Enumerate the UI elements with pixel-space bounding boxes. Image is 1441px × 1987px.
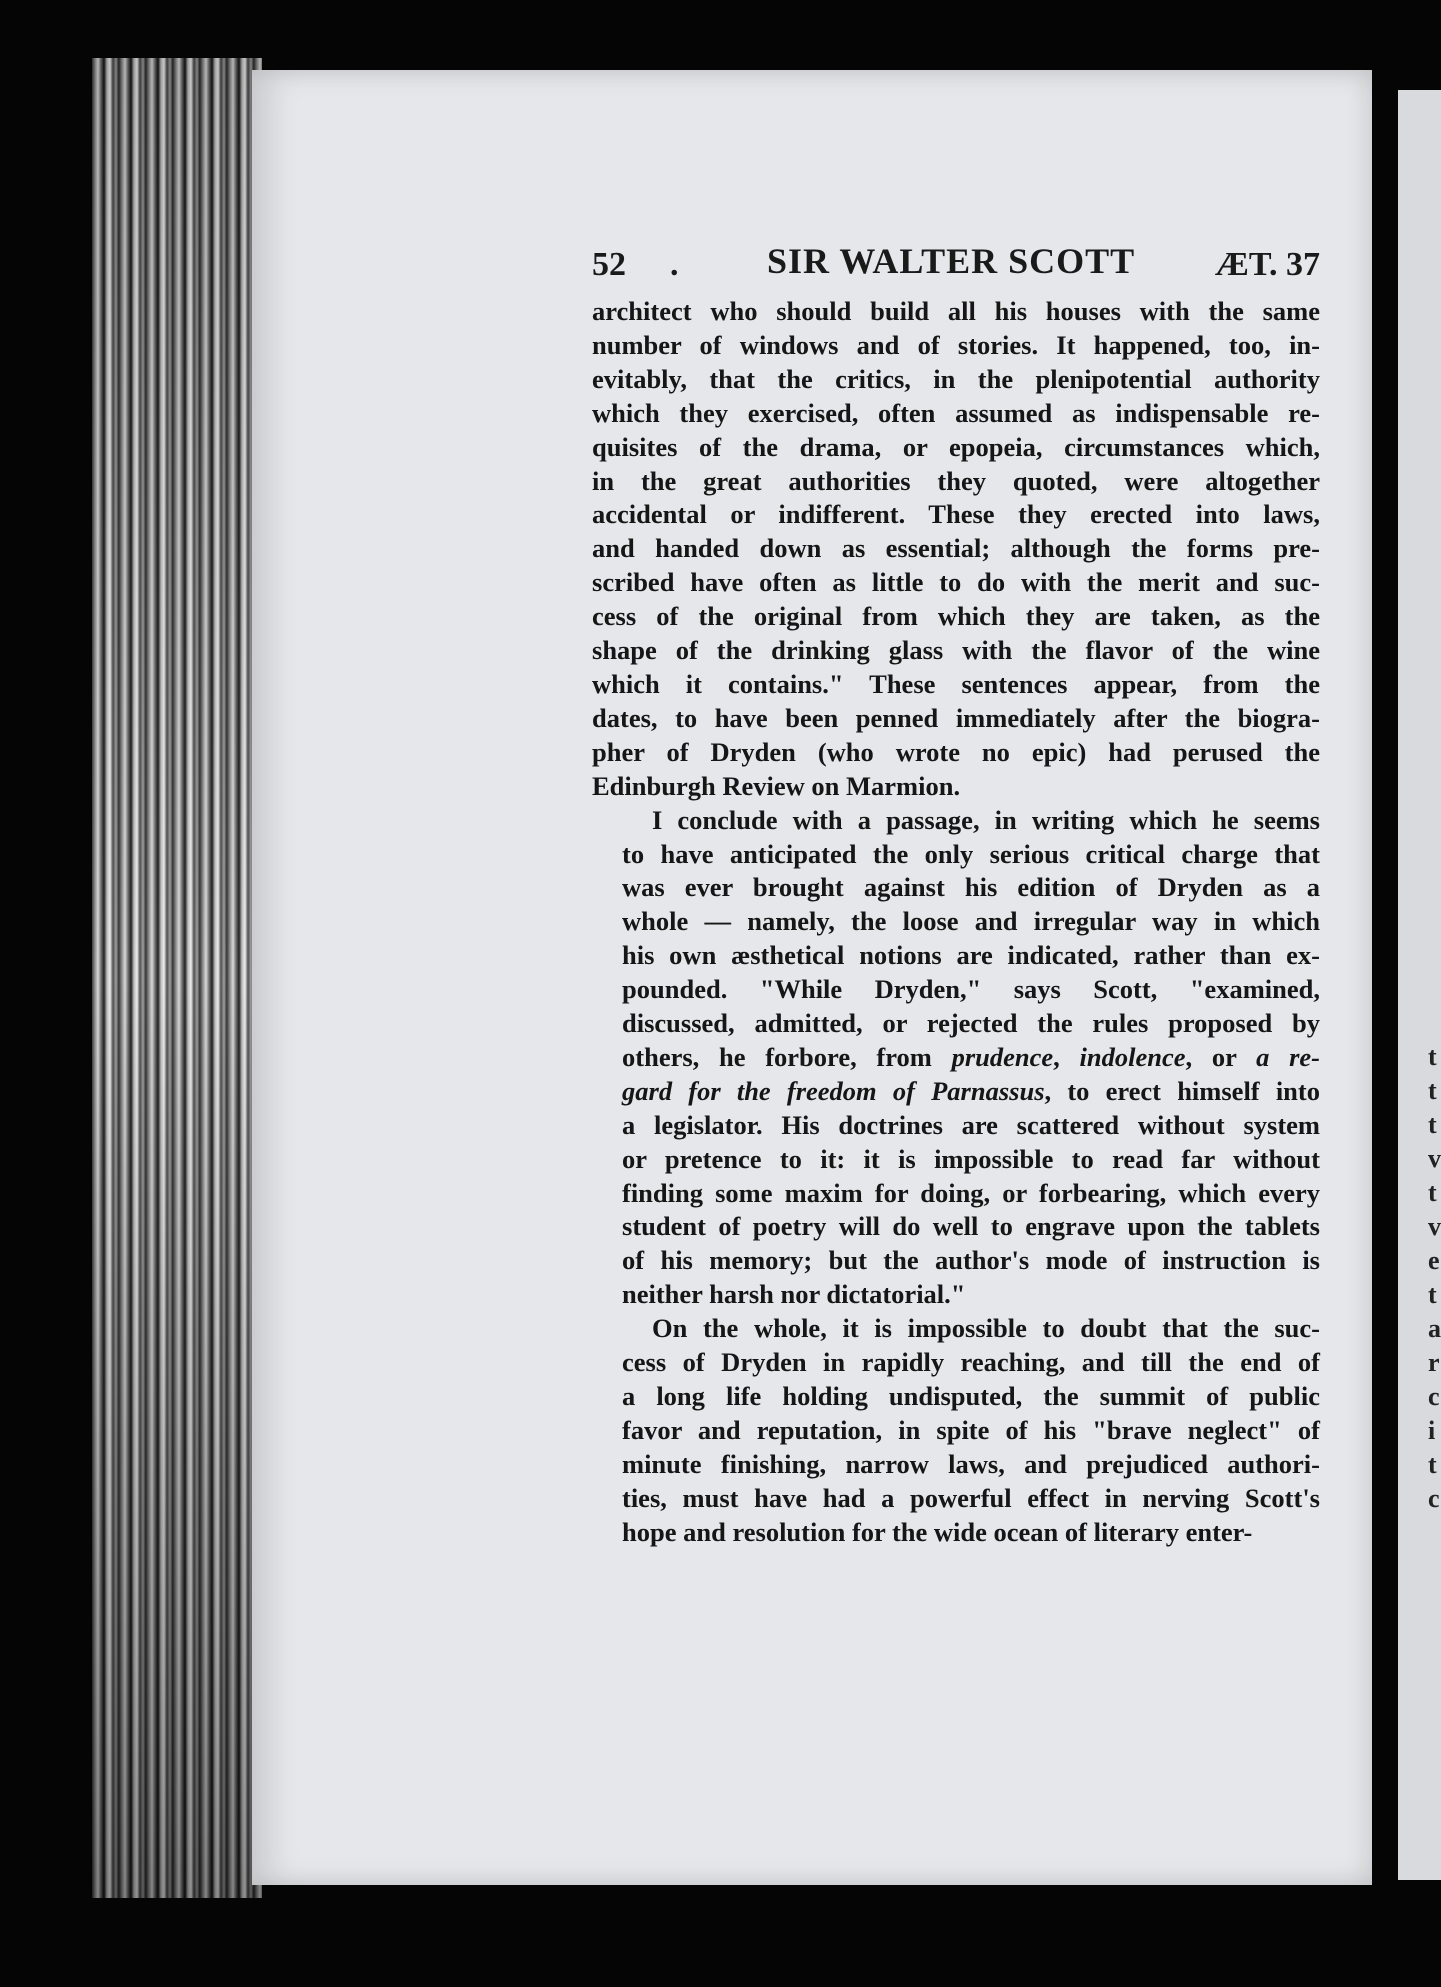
- text-line: was ever brought against his edition of Dryden as a: [622, 872, 1320, 903]
- text-line: which it contains." These sentences appear, from the: [592, 668, 1320, 699]
- facing-page-letter: t: [1428, 1450, 1437, 1479]
- running-title: SIR WALTER SCOTT: [767, 241, 1136, 281]
- text-line: accidental or indifferent. These they erected into laws,: [592, 499, 1320, 530]
- text-line: quisites of the drama, or epopeia, circumstances which,: [592, 431, 1320, 462]
- facing-page-letter: t: [1428, 1280, 1437, 1309]
- text-line: cess of the original from which they are taken, as the: [592, 601, 1320, 632]
- text-line: dates, to have been penned immediately after the biogra-: [592, 702, 1320, 733]
- text-line: I conclude with a passage, in writing which he seems: [652, 804, 1320, 835]
- facing-page-letter: t: [1428, 1076, 1437, 1105]
- facing-page-letter: a: [1428, 1314, 1441, 1343]
- text-line: in the great authorities they quoted, were altogether: [592, 465, 1320, 496]
- text-line: hope and resolution for the wide ocean of literary enter-: [622, 1516, 1253, 1547]
- text-line: number of windows and of stories. It happened, too, in-: [592, 329, 1320, 360]
- facing-page-letter: i: [1428, 1416, 1436, 1445]
- facing-page-letters: [1428, 1040, 1441, 1516]
- text-line: favor and reputation, in spite of his "brave neglect" of: [622, 1414, 1320, 1445]
- text-line: cess of Dryden in rapidly reaching, and till the end of: [622, 1347, 1320, 1378]
- facing-page-letter: c: [1428, 1484, 1440, 1513]
- facing-page-letter: v: [1428, 1144, 1441, 1173]
- facing-page-letter: t: [1428, 1178, 1437, 1207]
- facing-page-letter: t: [1428, 1042, 1437, 1071]
- text-line: which they exercised, often assumed as indispensable re-: [592, 397, 1320, 428]
- text-line: of his memory; but the author's mode of instruction is: [622, 1245, 1320, 1276]
- text-line: evitably, that the critics, in the plenipotential authority: [592, 363, 1320, 394]
- facing-page-letter: r: [1428, 1348, 1440, 1377]
- paragraph: [592, 804, 1320, 1313]
- text-line: his own æsthetical notions are indicated, rather than ex-: [622, 940, 1320, 971]
- page-number: 52: [592, 246, 626, 283]
- text-line: On the whole, it is impossible to doubt that the suc-: [652, 1313, 1320, 1344]
- text-line: shape of the drinking glass with the flavor of the wine: [592, 635, 1320, 666]
- text-line: discussed, admitted, or rejected the rules proposed by: [622, 1008, 1320, 1039]
- facing-page-letter: c: [1428, 1382, 1440, 1411]
- text-line: ties, must have had a powerful effect in nerving Scott's: [622, 1482, 1320, 1513]
- text-line: or pretence to it: it is impossible to read far without: [622, 1143, 1320, 1174]
- text-line: a legislator. His doctrines are scattered without system: [622, 1109, 1320, 1140]
- facing-page-letter: v: [1428, 1212, 1441, 1241]
- text-line: to have anticipated the only serious critical charge that: [622, 838, 1320, 869]
- page-header: [592, 240, 1320, 290]
- text-line: scribed have often as little to do with the merit and suc-: [592, 567, 1320, 598]
- facing-page-letter: e: [1428, 1246, 1440, 1275]
- paragraph: [592, 295, 1320, 804]
- text-line: pher of Dryden (who wrote no epic) had perused the: [592, 736, 1320, 767]
- text-line: Edinburgh Review on Marmion.: [592, 770, 961, 801]
- text-line: a long life holding undisputed, the summit of public: [622, 1381, 1320, 1411]
- text-line: pounded. "While Dryden," says Scott, "examined,: [622, 974, 1320, 1005]
- facing-page-edge: [1398, 90, 1441, 1880]
- age-marker: ÆT. 37: [1214, 246, 1320, 283]
- paragraph: [592, 1312, 1320, 1549]
- header-dot: .: [670, 246, 679, 283]
- text-line: gard for the freedom of Parnassus, to erect himself into: [622, 1075, 1320, 1106]
- body-text: [592, 295, 1320, 1550]
- text-line: others, he forbore, from prudence, indolence, or a re-: [622, 1041, 1321, 1072]
- text-line: finding some maxim for doing, or forbearing, which every: [622, 1177, 1320, 1208]
- facing-page-letter: t: [1428, 1110, 1437, 1139]
- text-line: architect who should build all his houses with the same: [592, 296, 1320, 326]
- book-page-edges: [92, 58, 262, 1898]
- text-line: neither harsh nor dictatorial.": [622, 1279, 966, 1310]
- text-line: minute finishing, narrow laws, and prejudiced authori-: [622, 1448, 1320, 1479]
- text-line: whole — namely, the loose and irregular way in which: [622, 906, 1320, 937]
- text-line: student of poetry will do well to engrave upon the tablets: [622, 1211, 1320, 1242]
- text-line: and handed down as essential; although the forms pre-: [592, 533, 1320, 564]
